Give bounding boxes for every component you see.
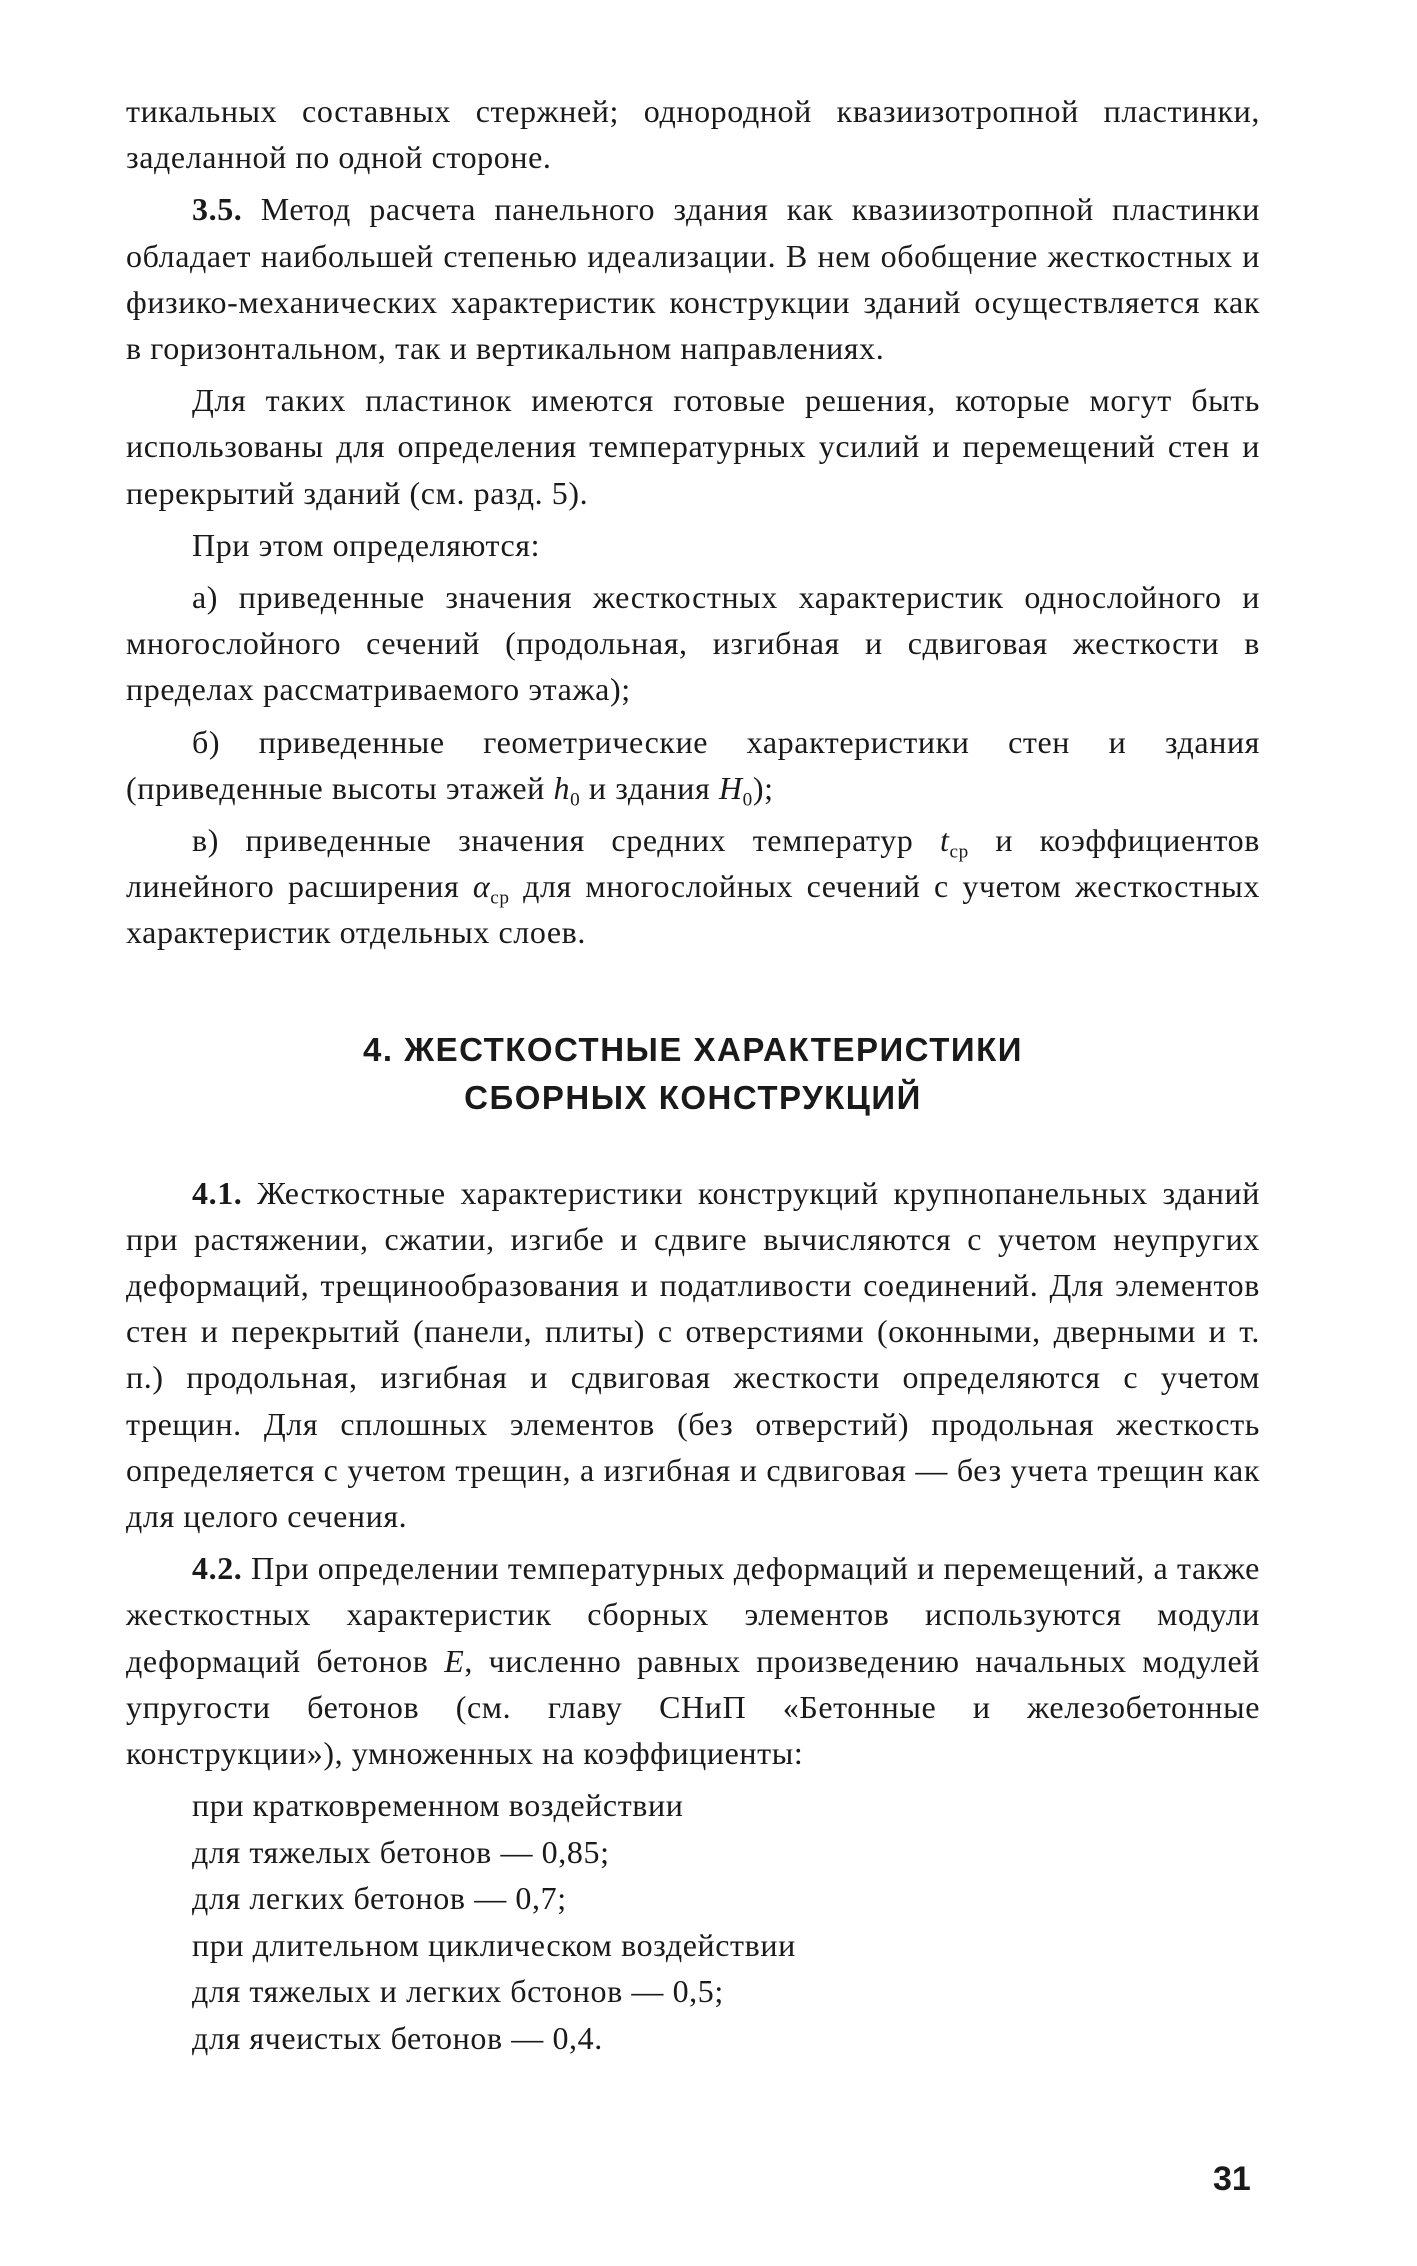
coefficient-list <box>126 1782 1260 2061</box>
list-item: при кратковременном воздействии <box>192 1787 684 1824</box>
paragraph-number: 4.1. <box>192 1174 243 1211</box>
paragraph-number: 4.2. <box>192 1550 243 1587</box>
page-content <box>126 88 1260 2061</box>
paragraph-text: При определении температурных деформаций и перемещений, а также жесткостных характеристик сборных элементов используются модули деформаций бетонов <box>126 1550 1260 1679</box>
item-b-text: б) приведенные геометрические характеристики стен и здания (приведенные высоты этажей <box>126 723 1260 806</box>
paragraph-defined: При этом определяются: <box>192 526 541 563</box>
heading-line: 4. ЖЕСТКОСТНЫЕ ХАРАКТЕРИСТИКИ <box>363 1030 1023 1068</box>
intro-paragraph: тикальных составных стержней; однородной квазиизотропной пластинки, заделанной по одной стороне. <box>126 93 1260 176</box>
symbol-H-subscript: 0 <box>742 789 753 811</box>
item-b-text: и здания <box>580 769 719 806</box>
heading-line: СБОРНЫХ КОНСТРУКЦИЙ <box>464 1078 922 1116</box>
paragraph-text: , численно равных произведению начальных модулей упругости бетонов (см. главу СНиП «Бетонные и железобетонные конструкции»), умноженных на коэффициенты: <box>126 1642 1260 1772</box>
paragraph-3-5 <box>126 186 1260 371</box>
symbol-alpha-subscript: ср <box>490 887 510 909</box>
list-item-a: а) приведенные значения жесткостных характеристик однослойного и многослойного сечений (продольная, изгибная и сдвиговая жесткости в пределах рассматриваемого этажа); <box>126 579 1260 708</box>
page-number: 31 <box>1213 2160 1251 2198</box>
symbol-h-subscript: 0 <box>570 789 581 811</box>
symbol-t: t <box>939 822 950 859</box>
paragraph-4-1 <box>126 1170 1260 1540</box>
symbol-h: h <box>553 769 571 806</box>
symbol-alpha: α <box>472 868 491 905</box>
list-item-b <box>126 719 1260 811</box>
item-v-text: в) приведенные значения средних температур <box>192 822 940 859</box>
paragraph-4-2 <box>126 1545 1260 1776</box>
item-v-text: для многослойных сечений с учетом жесткостных характеристик отдельных слоев. <box>126 868 1260 951</box>
list-item: для ячеистых бетонов — 0,4. <box>192 2019 603 2056</box>
list-item: при длительном циклическом воздействии <box>192 1926 796 1963</box>
list-item: для тяжелых бетонов — 0,85; <box>192 1833 610 1870</box>
list-item-v <box>126 817 1260 956</box>
paragraph-text: Метод расчета панельного здания как квазиизотропной пластинки обладает наибольшей степенью идеализации. В нем обобщение жесткостных и физико-механических характеристик конструкции зданий осуществляется как в горизонтальном, так и вертикальном направлениях. <box>126 191 1260 367</box>
symbol-H: H <box>718 769 743 806</box>
section-heading <box>126 1026 1260 1122</box>
symbol-t-subscript: ср <box>949 841 969 863</box>
list-item: для легких бетонов — 0,7; <box>192 1880 567 1917</box>
list-item: для тяжелых и легких бстонов — 0,5; <box>192 1973 724 2010</box>
item-v-text: и коэффициентов линейного расширения <box>126 822 1260 905</box>
paragraph-text: Жесткостные характеристики конструкций крупнопанельных зданий при растяжении, сжатии, изгибе и сдвиге вычисляются с учетом неупругих деформаций, трещинообразования и податливости соединений. Для элементов стен и перекрытий (панели, плиты) с отверстиями (оконными, дверными и т. п.) продольная, изгибная и сдвиговая жесткости определяются с учетом трещин. Для сплошных элементов (без отверстий) продольная жесткость определяется с учетом трещин, а изгибная и сдвиговая — без учета трещин как для целого сечения. <box>126 1174 1260 1535</box>
symbol-E: E <box>444 1642 465 1679</box>
paragraph-solutions: Для таких пластинок имеются готовые решения, которые могут быть использованы для определения температурных усилий и перемещений стен и перекрытий зданий (см. разд. 5). <box>126 382 1260 511</box>
item-b-text: ); <box>752 769 774 806</box>
paragraph-number: 3.5. <box>192 191 243 228</box>
